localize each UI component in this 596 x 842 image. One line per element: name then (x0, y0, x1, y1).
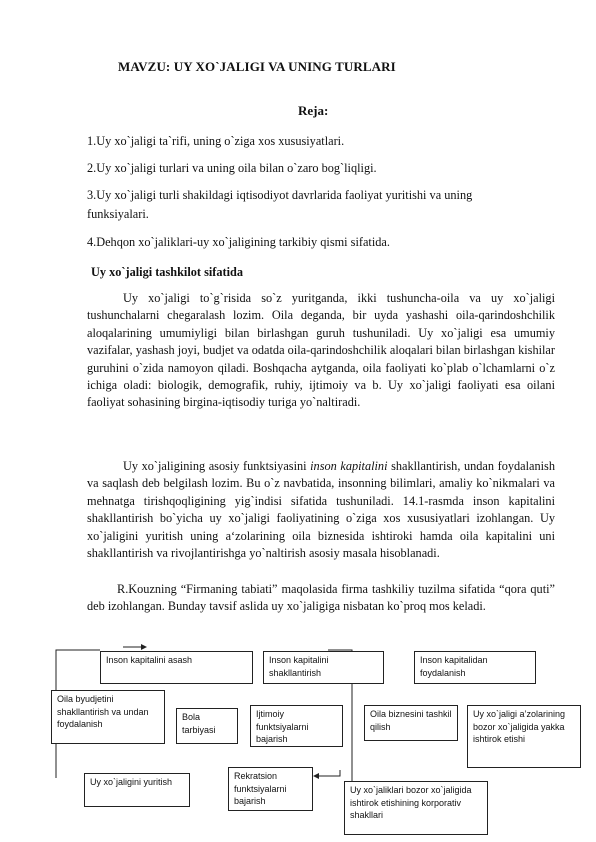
connector-arrow-left (314, 770, 340, 776)
plan-item-3: 3.Uy xo`jaligi turli shakildagi iqtisodiyot davrlarida faoliyat yuritishi va uning funksiyalari. (87, 188, 473, 221)
box-korporativ-shakllar: Uy xo`jaliklari bozor xo`jaligida ishtirok etishining korporativ shakllari (344, 781, 488, 835)
box-rekratsion: Rekratsion funktsiyalarni bajarish (228, 767, 313, 811)
box-inson-kapitalini-asash: Inson kapitalini asash (100, 651, 253, 684)
box-oila-byudjeti: Oila byudjetini shakllantirish va undan foydalanish (51, 690, 165, 744)
paragraph-2: Uy xo`jaligining asosiy funktsiyasini inson kapitalini shakllantirish, undan foydalanish va saqlash deb belgilash lozim. Bu o`z navbatida, insonning bilimlari, amaliy ko`nikmalari va mehnatga tirishqoqligining yig`indisi sifatida tushuniladi. 14.1-rasmda inson kapitalini shakllantirish bo`yicha uy xo`jaligi faoliyatining o`ziga xos xususiyatlari izohlangan. Uy xo`jaligini yuritish uning a‘zolarining oila biznesida ishtiroki hamda oila kapitalini uni shakllantirish va rivojlantirishga yo`naltirish asosiy masala hisoblanadi. (87, 459, 555, 561)
box-inson-kapitalidan-foydalanish: Inson kapitalidan foydalanish (414, 651, 536, 684)
box-ijtimoiy-funktsiyalar: Ijtimoiy funktsiyalarni bajarish (250, 705, 343, 747)
box-uy-xojaligini-yuritish: Uy xo`jaligini yuritish (84, 773, 190, 807)
box-oila-biznesi: Oila biznesini tashkil qilish (364, 705, 458, 741)
plan-item-1: 1.Uy xo`jaligi ta`rifi, uning o`ziga xos xususiyatlari. (87, 134, 345, 148)
box-inson-kapitalini-shakllantirish: Inson kapitalini shakllantirish (263, 651, 384, 684)
plan-item-2: 2.Uy xo`jaligi turlari va uning oila bilan o`zaro bog`liqligi. (87, 161, 377, 175)
plan-item-4: 4.Dehqon xo`jaliklari-uy xo`jaligining tarkibiy qismi sifatida. (87, 235, 390, 249)
box-yakka-ishtirok: Uy xo`jaligi a’zolarining bozor xo`jaligida yakka ishtirok etishi (467, 705, 581, 768)
plan-heading: Reja: (298, 103, 329, 118)
paragraph-1: Uy xo`jaligi to`g`risida so`z yuritganda, ikki tushuncha-oila va uy xo`jaligi tushunchalarni chegaralash lozim. Oila deganda, bir uyda yashashi oila-qarindoshchilik aloqalarining umumiyligi bilan birlashgan guruh tushuniladi. Uy xo`jaligi esa umumiy vazifalar, yashash joyi, budjet va odatda oila-qarindoshchilik aloqalari bilan birlashgan kishilar guruhini o`zida namoyon qiladi. Boshqacha aytganda, oila faoliyati ko`plab o`lchamlarni o`z ichiga oladi: biologik, demografik, ruhiy, ijtimoiy va b. Uy xo`jaligi faoliyati esa oilani faoliyat sohasining birgina-iqtisodiy turiga yo`naltiradi. (87, 291, 555, 410)
inson-kapitali-emphasis: inson kapitalini (310, 459, 388, 473)
paragraph-3: R.Kouzning “Firmaning tabiati” maqolasida firma tashkiliy tuzilma sifatida “qora quti” deb izohlangan. Bunday tavsif aslida uy xo`jaligiga nisbatan ko`proq mos keladi. (87, 582, 555, 614)
page-title: MAVZU: UY XO`JALIGI VA UNING TURLARI (118, 59, 396, 74)
section-heading: Uy xo`jaligi tashkilot sifatida (91, 265, 244, 279)
box-bola-tarbiyasi: Bola tarbiyasi (176, 708, 238, 744)
